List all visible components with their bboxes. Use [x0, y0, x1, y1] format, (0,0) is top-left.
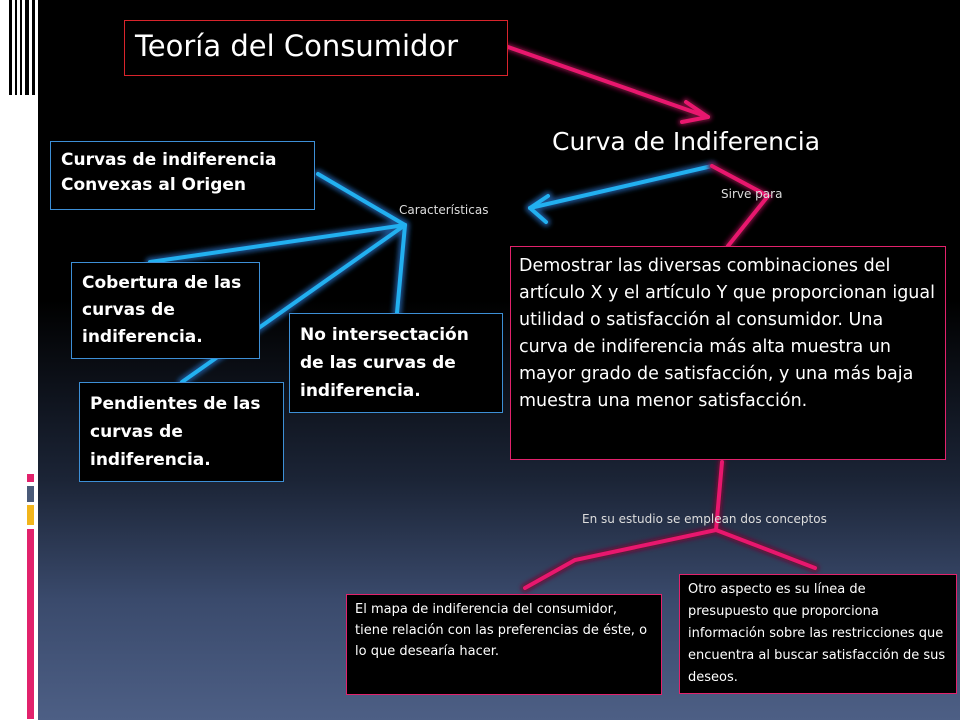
purpose-box — [510, 246, 946, 460]
characteristic-box-interseccion — [289, 313, 503, 413]
center-concept-label: Curva de Indiferencia — [552, 127, 821, 156]
characteristic-text: Curvas de indiferencia Convexas al Origen — [61, 150, 277, 195]
characteristic-text: Pendientes de las curvas de indiferencia. — [90, 394, 261, 470]
concept-text: El mapa de indiferencia del consumidor, tiene relación con las preferencias de éste, o lo que desearía hacer. — [355, 602, 648, 659]
label-sirve-para: Sirve para — [721, 187, 783, 201]
label-estudio: En su estudio se emplean dos conceptos — [582, 512, 827, 526]
page-title: Teoría del Consumidor — [135, 29, 459, 63]
concept-box-mapa — [346, 594, 662, 695]
characteristic-box-pendientes — [79, 382, 284, 482]
concept-box-presupuesto — [679, 574, 957, 694]
title-box — [124, 20, 508, 76]
purpose-text: Demostrar las diversas combinaciones del artículo X y el artículo Y que proporcionan igual utilidad o satisfacción al consumidor. Una curva de indiferencia más alta muestra un mayor grado de satisfacción, y una más baja muestra una menor satisfacción. — [519, 256, 935, 411]
label-caracteristicas: Características — [399, 203, 489, 217]
characteristic-text: No intersectación de las curvas de indiferencia. — [300, 325, 469, 401]
concept-text: Otro aspecto es su línea de presupuesto que proporciona información sobre las restricciones que encuentra al buscar satisfacción de sus deseos. — [688, 582, 946, 685]
characteristic-box-convexas — [50, 141, 315, 210]
characteristic-box-cobertura — [71, 262, 260, 359]
characteristic-text: Cobertura de las curvas de indiferencia. — [82, 273, 242, 347]
